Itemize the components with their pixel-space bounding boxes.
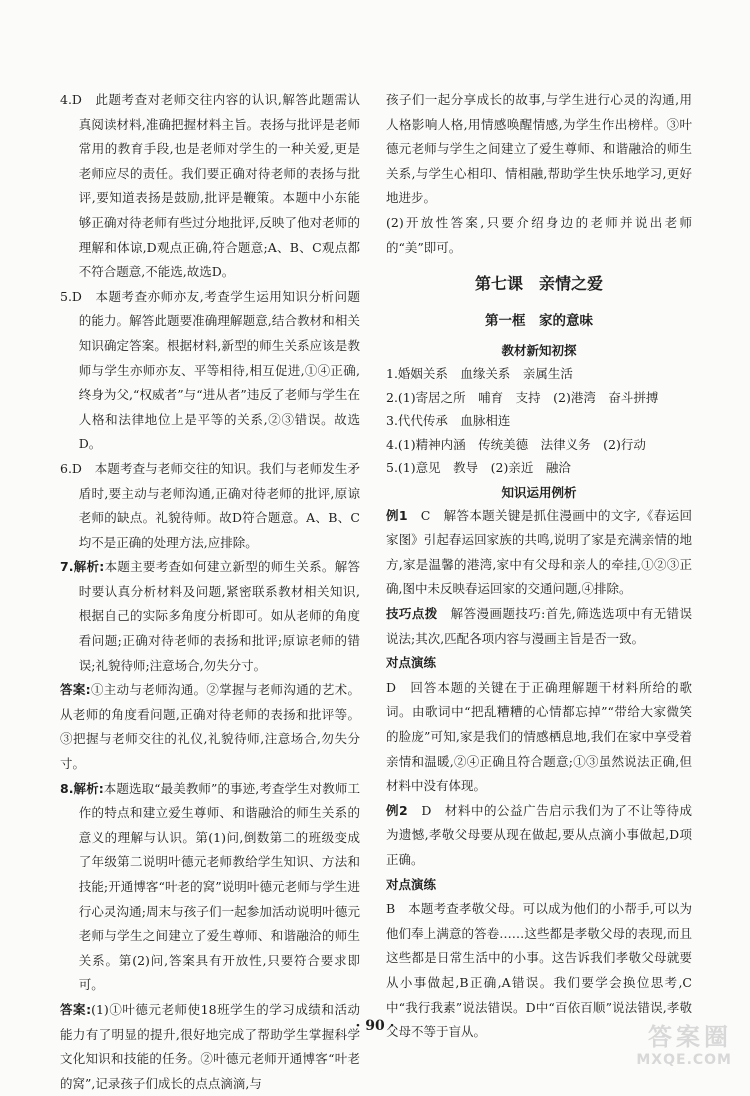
list-item: 2.(1)寄居之所 哺育 支持 (2)港湾 奋斗拼搏: [386, 389, 659, 405]
example-label: 例1: [386, 507, 408, 523]
continued-answer-2: (2)开放性答案,只要介绍身边的老师并说出老师的“美”即可。: [386, 214, 692, 255]
analysis-text: 本题主要考查如何建立新型的师生关系。解答时要认真分析材料及问题,紧密联系教材相关知识,根据自己的实际多角度分析即可。如从老师的角度看问题;正确对待老师的表扬和批评;原谅老师的错误;礼貌待师;注意场合,勿失分寸。: [78, 559, 360, 673]
tip-text: 解答漫画题技巧:首先,筛选选项中有无错误说法;其次,匹配各项内容与漫画主旨是否一致。: [386, 606, 692, 646]
watermark-logo: [612, 1017, 732, 1071]
watermark-top: 答案圈: [648, 1023, 732, 1051]
answer-item-8-analysis: [60, 777, 360, 998]
answer-item-8-answer: [60, 998, 360, 1096]
answer-label: 答案:: [60, 682, 91, 698]
left-column: [60, 88, 360, 1096]
example-text: D 材料中的公益广告启示我们为了不让等待成为遗憾,孝敬父母要从现在做起,要从点滴小事做起,D项正确。: [386, 802, 692, 867]
right-column: [386, 88, 692, 1045]
drill-2-text: B 本题考查孝敬父母。可以成为他们的小帮手,可以为他们奉上满意的答卷……这些都是孝敬父母的表现,而且这些都是日常生活中的小事。这告诉我们孝敬父母就要从小事做起,B正确,A错误。我们要学会换位思考,C中“我行我素”说法错误。D中“百依百顺”说法错误,孝敬父母不等于盲从。: [386, 901, 692, 1040]
answer-label: 答案:: [60, 1001, 92, 1017]
drill-1-text: D 回答本题的关键在于正确理解题干材料所给的歌词。由歌词中“把乱糟糟的心情都忘掉”“带给大家微笑的脸庞”可知,家是我们的情感栖息地,我们在家中享受着亲情和温暖,②④正确且符合题意;①③虽然说法正确,但材料中没有体现。: [386, 679, 692, 794]
list-item: 5.(1)意见 教导 (2)亲近 融洽: [386, 460, 571, 476]
answer-item-6: 6.D 本题考查与老师交往的知识。我们与老师发生矛盾时,要主动与老师沟通,正确对待老师的批评,原谅老师的缺点。礼貌待师。故D符合题意。A、B、C均不是正确的处理方法,应排除。: [60, 460, 360, 550]
example-1: [386, 504, 692, 602]
drill-heading-2: 对点演练: [386, 876, 437, 892]
answer-item-4: 4.D 此题考查对老师交往内容的认识,解答此题需认真阅读材料,准确把握材料主旨。表扬与批评是老师常用的教育手段,也是老师对学生的一种关爱,更是老师应尽的责任。我们要正确对待老师的表扬与批评,要知道表扬是鼓励,批评是鞭策。本题中小东能够正确对待老师有些过分地批评,反映了他对老师的理解和体谅,D观点正确,符合题意;A、B、C观点都不符合题意,不能选,故选D。: [60, 92, 360, 280]
analysis-label: 8.解析:: [60, 780, 104, 796]
tip: [386, 602, 692, 651]
answer-text: ①主动与老师沟通。②掌握与老师沟通的艺术。从老师的角度看问题,正确对待老师的表扬和批评等。③把握与老师交往的礼仪,礼貌待师,注意场合,勿失分寸。: [60, 682, 360, 772]
frame-title: 第一框 家的意味: [485, 313, 593, 330]
analysis-text: 本题选取“最美教师”的事迹,考查学生对教师工作的特点和建立爱生尊师、和谐融洽的师生关系的意义的理解与认识。第(1)问,倒数第二的班级变成了年级第二说明叶德元老师教给学生知识、方法和技能;开通博客“叶老的窝”说明叶德元老师与学生进行心灵沟通;周末与孩子们一起参加活动说明叶德元老师与学生之间建立了爱生尊师、和谐融洽的师生关系。第(2)问,答案具有开放性,只要符合要求即可。: [78, 780, 360, 993]
example-2: [386, 799, 692, 873]
knowledge-list: [386, 362, 692, 480]
list-item: 4.(1)精神内涵 传统美德 法律义务 (2)行动: [386, 436, 646, 452]
answer-item-7-answer: [60, 678, 360, 776]
answer-item-5: 5.D 本题考查亦师亦友,考查学生运用知识分析问题的能力。解答此题要准确理解题意,结合教材和相关知识确定答案。根据材料,新型的师生关系应该是教师与学生亦师亦友、平等相待,相互促进,①④正确,终身为父,“权威者”与“进从者”违反了老师与学生在人格和法律地位上是平等的关系,②③错误。故选D。: [60, 288, 360, 452]
continued-answer-1: 孩子们一起分享成长的故事,与学生进行心灵的沟通,用人格影响人格,用情感唤醒情感,为学生作出榜样。③叶德元老师与学生之间建立了爱生尊师、和谐融洽的师生关系,与学生心相印、情相融,帮助学生快乐地学习,更好地进步。: [386, 92, 692, 206]
list-item: 3.代代传承 血脉相连: [386, 413, 511, 429]
tip-label: 技巧点拨: [386, 606, 438, 622]
section-heading-examples: 知识运用例析: [501, 484, 577, 500]
section-heading-new-knowledge: 教材新知初探: [501, 343, 577, 359]
drill-heading-1: 对点演练: [386, 655, 437, 671]
column-divider: [372, 80, 373, 1030]
answer-text: (1)①叶德元老师使18班学生的学习成绩和活动能力有了明显的提升,很好地完成了帮助学生掌握科学文化知识和技能的任务。②叶德元老师开通博客“叶老的窝”,记录孩子们成长的点点滴滴,与: [60, 1001, 360, 1091]
watermark-bottom: MXQE.COM: [636, 1052, 732, 1068]
analysis-label: 7.解析:: [60, 559, 105, 575]
answer-item-7-analysis: [60, 555, 360, 678]
page-number: · 90 ·: [355, 1018, 395, 1034]
list-item: 1.婚姻关系 血缘关系 亲属生活: [386, 366, 573, 382]
example-label: 例2: [386, 802, 408, 818]
lesson-title: 第七课 亲情之爱: [474, 274, 603, 294]
example-text: C 解答本题关键是抓住漫画中的文字,《春运回家图》引起春运回家族的共鸣,说明了家是充满亲情的地方,家是温馨的港湾,家中有父母和亲人的牵挂,①②③正确,图中未反映春运回家的交通问题,④排除。: [386, 507, 692, 597]
